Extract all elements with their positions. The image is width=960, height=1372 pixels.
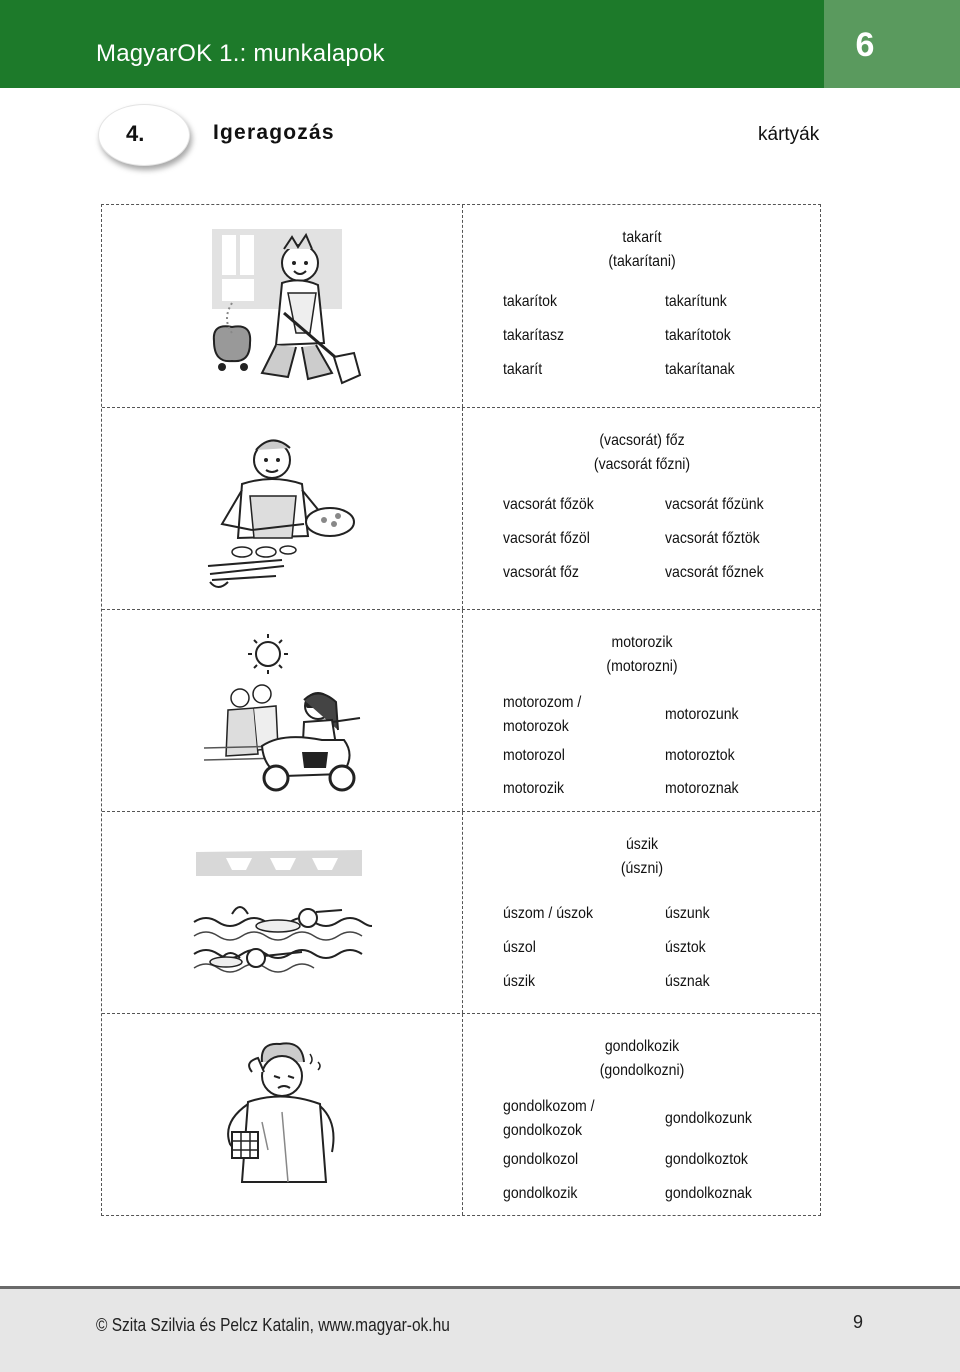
card-divider: [462, 610, 463, 811]
verb-header: takarít: [622, 229, 662, 246]
exercise-title: Igeragozás: [213, 121, 335, 144]
verb-header: (vacsorát) főz: [599, 432, 685, 449]
card-divider: [462, 812, 463, 1013]
conjugation-sg1-variant: gondolkozok: [503, 1122, 583, 1139]
conjugation-sg2: motorozol: [503, 747, 565, 764]
card-gondolkozik: [102, 1013, 820, 1215]
verb-header: motorozik: [611, 634, 673, 651]
conjugation-pl3: motoroznak: [665, 780, 739, 797]
exercise-number: 4.: [126, 121, 145, 146]
conjugation-sg3: úszik: [503, 973, 536, 990]
conjugation-pl2: vacsorát főztök: [665, 530, 760, 547]
conjugation-pl1: motorozunk: [665, 706, 739, 723]
conjugation-pl2: takarítotok: [665, 327, 731, 344]
card-divider: [462, 1014, 463, 1215]
conjugation-sg3: motorozik: [503, 780, 565, 797]
card-takarit: [102, 205, 820, 407]
header-title: MagyarOK 1.: munkalapok: [96, 40, 385, 67]
card-uszik: [102, 811, 820, 1013]
conjugation-pl2: úsztok: [665, 939, 706, 956]
conjugation-sg1: úszom / úszok: [503, 905, 593, 922]
person-riding-scooter-illustration: [192, 628, 372, 794]
verb-infinitive: (úszni): [620, 860, 664, 877]
conjugation-sg3: takarít: [503, 361, 543, 378]
exercise-type: kártyák: [758, 124, 820, 145]
conjugation-pl1: vacsorát főzünk: [665, 496, 764, 513]
verb-infinitive: (gondolkozni): [599, 1062, 685, 1079]
unit-number: 6: [855, 26, 875, 64]
conjugation-pl3: úsznak: [665, 973, 710, 990]
card-motorozik: [102, 609, 820, 811]
conjugation-pl1: takarítunk: [665, 293, 727, 310]
verb-header: úszik: [625, 836, 659, 853]
conjugation-pl3: gondolkoznak: [665, 1185, 752, 1202]
conjugation-sg1: gondolkozom /: [503, 1098, 595, 1115]
conjugation-sg2: vacsorát főzöl: [503, 530, 590, 547]
conjugation-pl1: gondolkozunk: [665, 1110, 752, 1127]
conjugation-sg3: vacsorát főz: [503, 564, 579, 581]
card-divider: [462, 205, 463, 407]
person-thinking-illustration: [192, 1032, 372, 1198]
card-divider: [462, 408, 463, 609]
conjugation-sg1: takarítok: [503, 293, 557, 310]
footer-copyright: © Szita Szilvia és Pelcz Katalin, www.magyar-ok.hu: [96, 1315, 450, 1335]
verb-header: gondolkozik: [604, 1038, 680, 1055]
verb-infinitive: (vacsorát főzni): [593, 456, 691, 473]
page-number: 9: [853, 1312, 864, 1332]
page-header: [0, 0, 960, 88]
people-swimming-illustration: [192, 830, 372, 996]
conjugation-pl3: takarítanak: [665, 361, 735, 378]
card-foz: [102, 407, 820, 609]
conjugation-pl2: motoroztok: [665, 747, 735, 764]
conjugation-sg1: motorozom /: [503, 694, 582, 711]
person-cooking-illustration: [192, 426, 372, 592]
verb-infinitive: (takarítani): [608, 253, 676, 270]
person-cleaning-illustration: [192, 223, 372, 389]
conjugation-sg1-variant: motorozok: [503, 718, 569, 735]
conjugation-sg2: takarítasz: [503, 327, 565, 344]
conjugation-sg1: vacsorát főzök: [503, 496, 594, 513]
conjugation-pl1: úszunk: [665, 905, 710, 922]
conjugation-pl3: vacsorát főznek: [665, 564, 764, 581]
conjugation-sg3: gondolkozik: [503, 1185, 578, 1202]
card-sheet: [101, 204, 821, 1216]
conjugation-sg2: gondolkozol: [503, 1151, 579, 1168]
unit-number-box: [824, 0, 960, 88]
conjugation-pl2: gondolkoztok: [665, 1151, 748, 1168]
verb-infinitive: (motorozni): [606, 658, 678, 675]
conjugation-sg2: úszol: [503, 939, 536, 956]
